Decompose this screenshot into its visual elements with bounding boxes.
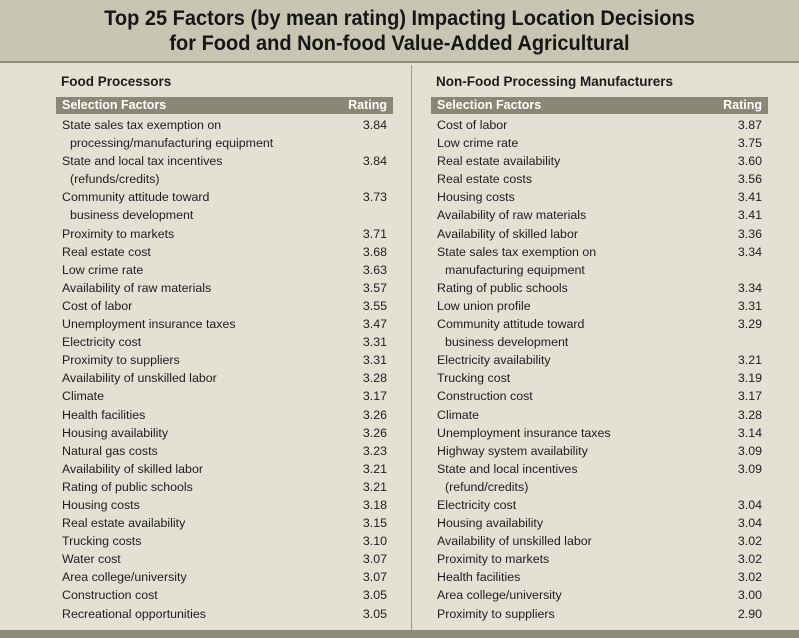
factor-continuation: manufacturing equipment <box>445 262 585 277</box>
table-row <box>56 568 393 586</box>
factor-line: Water cost <box>62 552 121 567</box>
factor-line: Construction cost <box>62 588 158 603</box>
rating-value: 3.56 <box>737 172 762 187</box>
table-row <box>56 586 393 604</box>
rating-value: 3.55 <box>362 298 387 313</box>
table-row <box>431 134 768 152</box>
rating-value: 3.26 <box>362 425 387 440</box>
factor-line: Cost of labor <box>437 118 508 132</box>
rating-value: 3.07 <box>362 552 387 567</box>
column-header-rating: Rating <box>723 98 762 112</box>
factor-line: Health facilities <box>62 407 146 422</box>
bottom-rule <box>0 630 799 638</box>
table-row <box>431 406 768 424</box>
rating-value: 3.60 <box>737 154 762 169</box>
factor-name <box>62 496 140 514</box>
rating-value: 3.41 <box>737 190 762 205</box>
factor-line: Availability of skilled labor <box>437 226 578 241</box>
factor-line: Rating of public schools <box>62 479 193 494</box>
column-header-rating: Rating <box>348 98 387 112</box>
non-food-panel <box>431 65 768 623</box>
factor-name <box>437 424 611 442</box>
column-divider <box>411 65 412 632</box>
factor-name <box>437 442 588 460</box>
rating-value: 3.36 <box>737 226 762 241</box>
factor-name <box>437 460 578 496</box>
factor-line: Housing costs <box>437 190 515 205</box>
factor-line: Climate <box>62 389 104 404</box>
title-banner <box>0 0 799 63</box>
factor-line: Electricity cost <box>62 335 142 350</box>
rating-value: 3.63 <box>362 262 387 277</box>
title-line-2: for Food and Non-food Value-Added Agricultural <box>169 31 630 55</box>
rating-value: 3.68 <box>362 244 387 259</box>
table-row <box>56 605 393 623</box>
factor-line: State and local tax incentives <box>62 154 223 169</box>
table-row <box>431 279 768 297</box>
factor-name <box>62 152 223 188</box>
factor-name <box>62 297 132 315</box>
table-row <box>431 369 768 387</box>
factor-name <box>437 605 555 623</box>
rating-value: 3.17 <box>737 389 762 404</box>
table-row <box>56 152 393 188</box>
rating-value: 3.21 <box>362 461 387 476</box>
table-row <box>56 387 393 405</box>
table-row <box>431 532 768 550</box>
factor-line: Highway system availability <box>437 443 588 458</box>
column-header-factor: Selection Factors <box>437 98 542 112</box>
table-row <box>56 315 393 333</box>
factor-name <box>62 261 143 279</box>
rating-value: 3.10 <box>362 534 387 549</box>
table-row <box>56 116 393 152</box>
factor-name <box>437 550 549 568</box>
rating-value: 3.31 <box>362 353 387 368</box>
table-row <box>431 514 768 532</box>
table-row <box>431 460 768 496</box>
table-row <box>431 170 768 188</box>
table-row <box>56 261 393 279</box>
factor-name <box>437 351 551 369</box>
table-row <box>56 406 393 424</box>
factor-line: Housing availability <box>62 425 169 440</box>
factor-continuation: business development <box>445 335 569 350</box>
rating-value: 3.23 <box>362 443 387 458</box>
factor-name <box>62 514 185 532</box>
rating-value: 3.26 <box>362 407 387 422</box>
rating-value: 3.57 <box>362 280 387 295</box>
table-row <box>56 369 393 387</box>
factor-line: Recreational opportunities <box>62 606 206 621</box>
food-factors-list <box>56 116 393 623</box>
rating-value: 2.90 <box>737 606 762 621</box>
rating-value: 3.15 <box>362 516 387 531</box>
table-row <box>56 351 393 369</box>
column-header-factor: Selection Factors <box>62 98 167 112</box>
rating-value: 3.47 <box>362 317 387 332</box>
rating-value: 3.21 <box>737 353 762 368</box>
factor-line: Electricity availability <box>437 353 551 368</box>
factor-line: Trucking costs <box>62 534 142 549</box>
rating-value: 3.21 <box>362 479 387 494</box>
factor-name <box>437 568 520 586</box>
rating-value: 3.87 <box>737 118 762 132</box>
table-row <box>431 297 768 315</box>
table-row <box>431 225 768 243</box>
factor-line: Proximity to suppliers <box>437 606 555 621</box>
factor-name <box>437 297 531 315</box>
factor-name <box>437 496 516 514</box>
factor-line: Area college/university <box>437 588 562 603</box>
factor-name <box>437 116 507 134</box>
table-row <box>56 442 393 460</box>
table-row <box>56 243 393 261</box>
rating-value: 3.71 <box>362 226 387 241</box>
rating-value: 3.41 <box>737 208 762 223</box>
factor-line: Trucking cost <box>437 371 511 386</box>
factor-line: Low crime rate <box>437 136 519 151</box>
table-row <box>431 116 768 134</box>
rating-value: 3.73 <box>362 190 387 205</box>
factor-name <box>62 550 121 568</box>
table-row <box>56 424 393 442</box>
factor-name <box>437 369 510 387</box>
rating-value: 3.34 <box>737 244 762 259</box>
table-row <box>56 279 393 297</box>
factor-line: State sales tax exemption on <box>437 244 597 259</box>
factor-name <box>62 460 203 478</box>
factor-line: Availability of raw materials <box>437 208 587 223</box>
factor-line: Community attitude toward <box>62 190 210 205</box>
table-row <box>431 152 768 170</box>
factor-name <box>437 406 479 424</box>
rating-value: 3.04 <box>737 497 762 512</box>
factor-name <box>62 605 206 623</box>
factor-name <box>437 206 586 224</box>
factor-line: Availability of skilled labor <box>62 461 203 476</box>
title-line-1: Top 25 Factors (by mean rating) Impacting Location Decisions <box>104 6 695 30</box>
factor-name <box>62 351 180 369</box>
factor-name <box>437 188 515 206</box>
factor-line: Low crime rate <box>62 262 144 277</box>
factor-name <box>62 279 211 297</box>
factor-name <box>62 243 151 261</box>
rating-value: 3.18 <box>362 497 387 512</box>
table-row <box>431 206 768 224</box>
factor-line: Housing availability <box>437 516 544 531</box>
factor-line: Construction cost <box>437 389 533 404</box>
factor-name <box>437 532 592 550</box>
rating-value: 3.31 <box>737 298 762 313</box>
factor-name <box>437 315 584 351</box>
rating-value: 3.28 <box>362 371 387 386</box>
non-food-heading: Non-Food Processing Manufacturers <box>436 74 674 89</box>
table-row <box>56 532 393 550</box>
factor-name <box>437 243 596 279</box>
factor-line: Availability of unskilled labor <box>62 371 217 386</box>
factor-name <box>437 152 560 170</box>
factor-line: Real estate costs <box>437 172 533 187</box>
table-row <box>431 315 768 351</box>
factor-name <box>62 406 145 424</box>
factor-line: Low union profile <box>437 298 531 313</box>
table-row <box>431 568 768 586</box>
factor-name <box>62 586 158 604</box>
factor-line: Area college/university <box>62 570 187 585</box>
factor-name <box>62 442 158 460</box>
factor-continuation: (refund/credits) <box>445 479 529 494</box>
factor-name <box>437 387 533 405</box>
non-food-factors-list <box>431 116 768 623</box>
factor-line: Real estate availability <box>437 154 561 169</box>
factor-name <box>62 188 209 224</box>
factor-name <box>62 478 193 496</box>
table-row <box>431 424 768 442</box>
factor-name <box>62 225 174 243</box>
factor-line: Unemployment insurance taxes <box>437 425 611 440</box>
table-header <box>56 97 393 114</box>
factor-name <box>437 134 518 152</box>
factor-name <box>62 387 104 405</box>
rating-value: 3.19 <box>737 371 762 386</box>
factor-line: Unemployment insurance taxes <box>62 317 236 332</box>
factor-name <box>62 315 236 333</box>
rating-value: 3.84 <box>362 118 387 132</box>
factor-line: Cost of labor <box>62 298 133 313</box>
rating-value: 3.02 <box>737 534 762 549</box>
rating-value: 3.09 <box>737 443 762 458</box>
factor-line: Availability of raw materials <box>62 280 212 295</box>
table-row <box>56 478 393 496</box>
factor-line: State and local incentives <box>437 461 578 476</box>
factor-name <box>62 532 141 550</box>
factor-name <box>437 279 568 297</box>
table-row <box>431 387 768 405</box>
factor-name <box>62 333 141 351</box>
factor-line: Natural gas costs <box>62 443 158 458</box>
factor-line: Climate <box>437 407 479 422</box>
factor-line: Real estate availability <box>62 516 186 531</box>
rating-value: 3.75 <box>737 136 762 151</box>
factor-line: Proximity to suppliers <box>62 353 180 368</box>
rating-value: 3.31 <box>362 335 387 350</box>
table-row <box>56 297 393 315</box>
factor-name <box>62 116 273 152</box>
table-row <box>431 442 768 460</box>
factor-line: Community attitude toward <box>437 317 585 332</box>
factor-name <box>62 369 217 387</box>
rating-value: 3.05 <box>362 588 387 603</box>
table-row <box>56 188 393 224</box>
table-row <box>431 243 768 279</box>
table-row <box>431 586 768 604</box>
rating-value: 3.84 <box>362 154 387 169</box>
factor-line: Health facilities <box>437 570 521 585</box>
table-row <box>56 460 393 478</box>
table-row <box>56 550 393 568</box>
rating-value: 3.28 <box>737 407 762 422</box>
factor-line: Proximity to markets <box>62 226 175 241</box>
rating-value: 3.14 <box>737 425 762 440</box>
table-row <box>56 333 393 351</box>
factor-name <box>62 424 168 442</box>
table-row <box>56 225 393 243</box>
table-row <box>56 514 393 532</box>
rating-value: 3.05 <box>362 606 387 621</box>
factor-name <box>437 225 578 243</box>
factor-line: Proximity to markets <box>437 552 550 567</box>
rating-value: 3.07 <box>362 570 387 585</box>
rating-value: 3.04 <box>737 516 762 531</box>
rating-value: 3.09 <box>737 461 762 476</box>
table-row <box>431 605 768 623</box>
rating-value: 3.02 <box>737 570 762 585</box>
factor-name <box>437 514 543 532</box>
rating-value: 3.34 <box>737 280 762 295</box>
table-row <box>431 550 768 568</box>
factor-continuation: business development <box>70 208 194 223</box>
food-processors-heading: Food Processors <box>61 74 172 89</box>
factor-line: Real estate cost <box>62 244 151 259</box>
rating-value: 3.17 <box>362 389 387 404</box>
table-row <box>56 496 393 514</box>
food-processors-panel <box>56 65 393 623</box>
factor-continuation: (refunds/credits) <box>70 172 160 187</box>
factor-name <box>437 586 562 604</box>
rating-value: 3.29 <box>737 317 762 332</box>
factor-continuation: processing/manufacturing equipment <box>70 136 274 151</box>
rating-value: 3.00 <box>737 588 762 603</box>
table-row <box>431 351 768 369</box>
factor-name <box>62 568 187 586</box>
table-row <box>431 496 768 514</box>
table-row <box>431 188 768 206</box>
factor-line: Availability of unskilled labor <box>437 534 592 549</box>
factor-name <box>437 170 532 188</box>
factor-line: Electricity cost <box>437 497 517 512</box>
factor-line: State sales tax exemption on <box>62 118 222 132</box>
table-header <box>431 97 768 114</box>
rating-value: 3.02 <box>737 552 762 567</box>
factor-line: Housing costs <box>62 497 140 512</box>
factor-line: Rating of public schools <box>437 280 568 295</box>
